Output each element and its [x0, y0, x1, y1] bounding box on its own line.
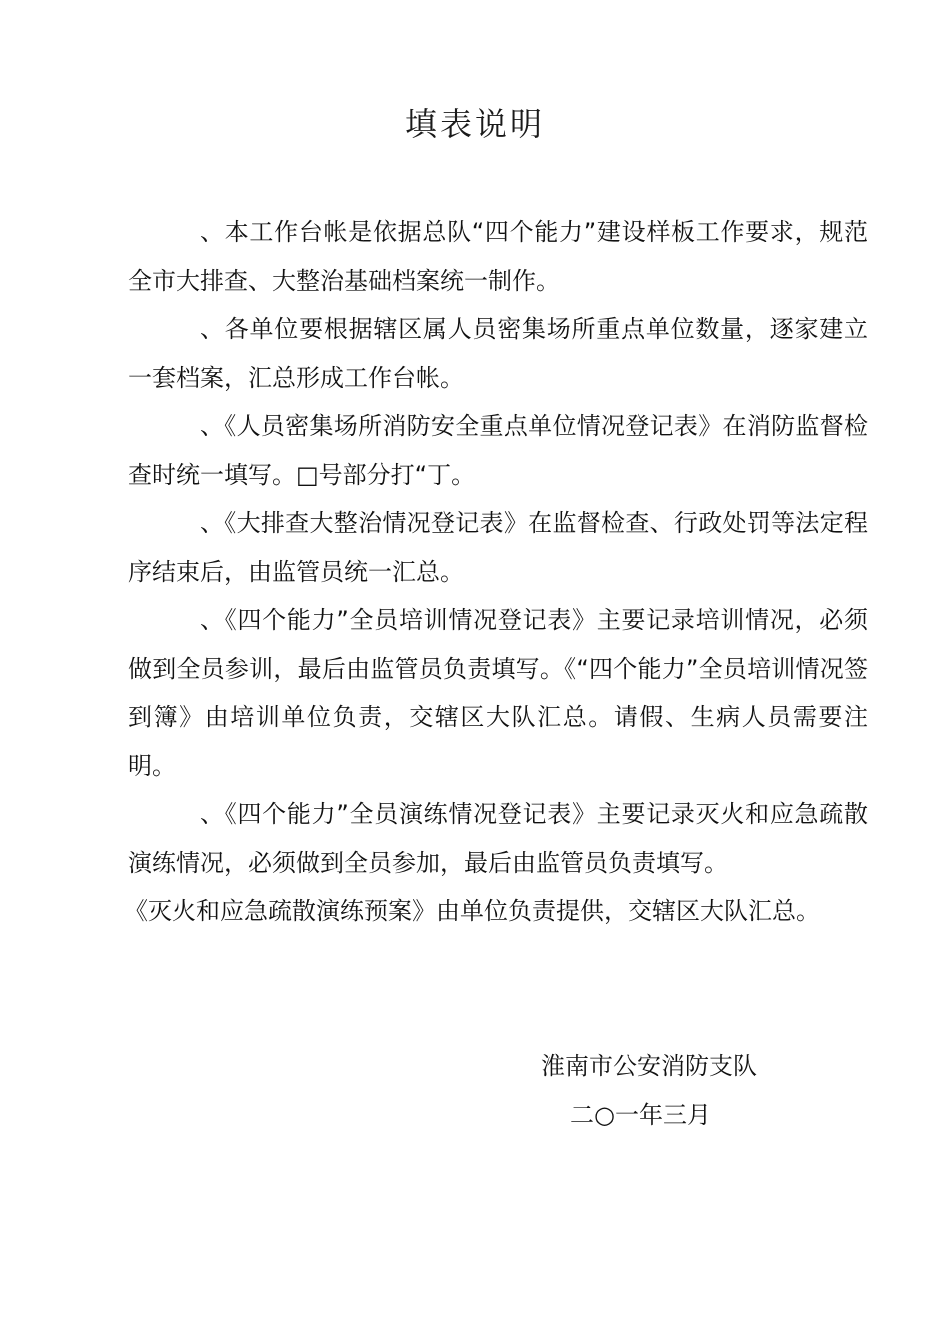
document-body	[124, 208, 868, 936]
paragraph-2: 、各单位要根据辖区属人员密集场所重点单位数量，逐家建立一套档案，汇总形成工作台帐。	[128, 315, 868, 392]
paragraph-6: 、《四个能力”全员演练情况登记表》主要记录灭火和应急疏散演练情况，必须做到全员参加，最后由监管员负责填写。	[128, 800, 868, 877]
paragraph-4: 、《大排查大整治情况登记表》在监督检查、行政处罚等法定程序结束后，由监管员统一汇总。	[128, 509, 868, 586]
paragraph-5: 、《四个能力”全员培训情况登记表》主要记录培训情况，必须做到全员参训，最后由监管员负责填写。《“四个能力”全员培训情况签到簿》由培训单位负责，交辖区大队汇总。请假、生病人员需要注明。	[128, 606, 868, 780]
paragraph-1: 、本工作台帐是依据总队“四个能力”建设样板工作要求，规范全市大排查、大整治基础档案统一制作。	[128, 218, 868, 295]
issue-date: 二○一年三月	[570, 1101, 711, 1129]
document-title: 填表说明	[404, 105, 545, 143]
paragraph-7: 《灭火和应急疏散演练预案》由单位负责提供，交辖区大队汇总。	[124, 897, 820, 925]
issuer-signature: 淮南市公安消防支队	[541, 1052, 757, 1080]
paragraph-3: 、《人员密集场所消防安全重点单位情况登记表》在消防监督检查时统一填写。□号部分打“丁。	[128, 412, 868, 489]
